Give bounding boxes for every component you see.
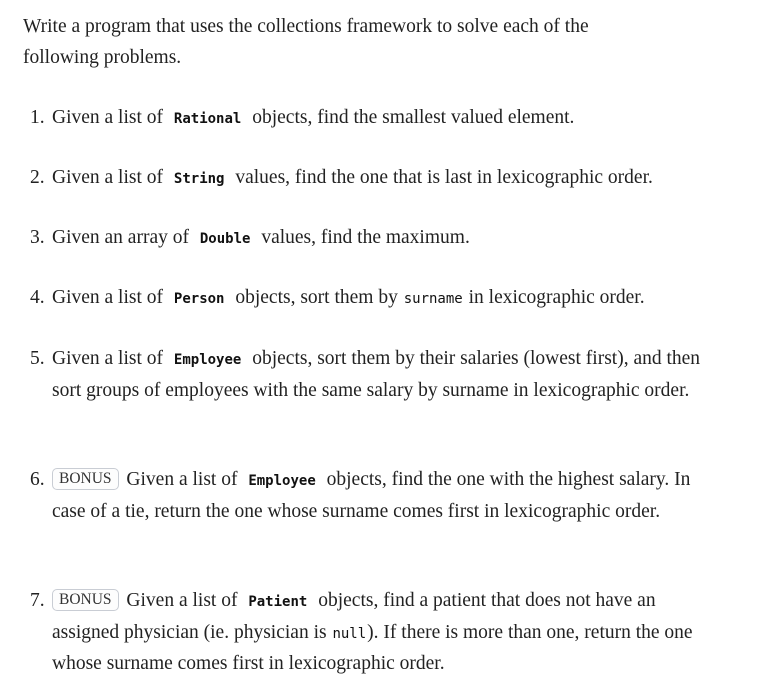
- item-text: Given a list of: [126, 590, 238, 611]
- item-text: objects, find the one with the highest salary. In case of a tie, return the one whose surname comes first in lexicographic order.: [52, 469, 691, 522]
- list-item-2: [30, 163, 720, 195]
- item-text: objects, find a patient that does not have an assigned physician (ie. physician is: [52, 590, 656, 643]
- item-text: Given a list of: [52, 287, 164, 308]
- item-text: objects, sort them by their salaries (lowest first), and then sort groups of employees with the same salary by surname in lexicographic order.: [52, 348, 701, 401]
- code-null: null: [332, 625, 367, 642]
- list-item-6: [30, 465, 720, 527]
- item-text: Given a list of: [126, 469, 238, 490]
- item-number: 1.: [30, 107, 45, 128]
- item-text: Given a list of: [52, 167, 164, 188]
- code-surname: surname: [403, 291, 463, 307]
- item-number: 3.: [30, 227, 45, 248]
- code-rational: Rational: [173, 111, 242, 127]
- item-text: ). If there is more than one, return the one whose surname comes first in lexicographic order.: [52, 621, 693, 674]
- item-text: Given a list of: [52, 348, 164, 369]
- list-item-1: [30, 103, 720, 135]
- code-patient: Patient: [248, 594, 308, 610]
- list-item-5: [30, 344, 720, 406]
- item-number: 7.: [30, 590, 45, 611]
- item-text: objects, sort them by: [235, 287, 398, 308]
- bonus-badge: BONUS: [52, 468, 119, 490]
- list-item-7: [30, 586, 720, 680]
- bonus-badge: BONUS: [52, 589, 119, 611]
- code-employee: Employee: [173, 352, 242, 368]
- item-number: 5.: [30, 348, 45, 369]
- item-text: objects, find the smallest valued element.: [252, 107, 575, 128]
- intro-paragraph: Write a program that uses the collections framework to solve each of the following problems.: [23, 16, 589, 68]
- code-double: Double: [199, 231, 251, 247]
- item-text: values, find the one that is last in lexicographic order.: [235, 167, 653, 188]
- item-text: Given an array of: [52, 227, 189, 248]
- code-person: Person: [173, 291, 225, 307]
- code-employee: Employee: [248, 473, 316, 489]
- list-item-3: [30, 223, 720, 255]
- item-text: Given a list of: [52, 107, 164, 128]
- list-item-4: [30, 283, 720, 315]
- item-number: 4.: [30, 287, 45, 308]
- item-text: in lexicographic order.: [468, 287, 645, 308]
- code-string: String: [173, 171, 225, 187]
- item-text: values, find the maximum.: [261, 227, 470, 248]
- item-number: 2.: [30, 167, 45, 188]
- item-number: 6.: [30, 469, 45, 490]
